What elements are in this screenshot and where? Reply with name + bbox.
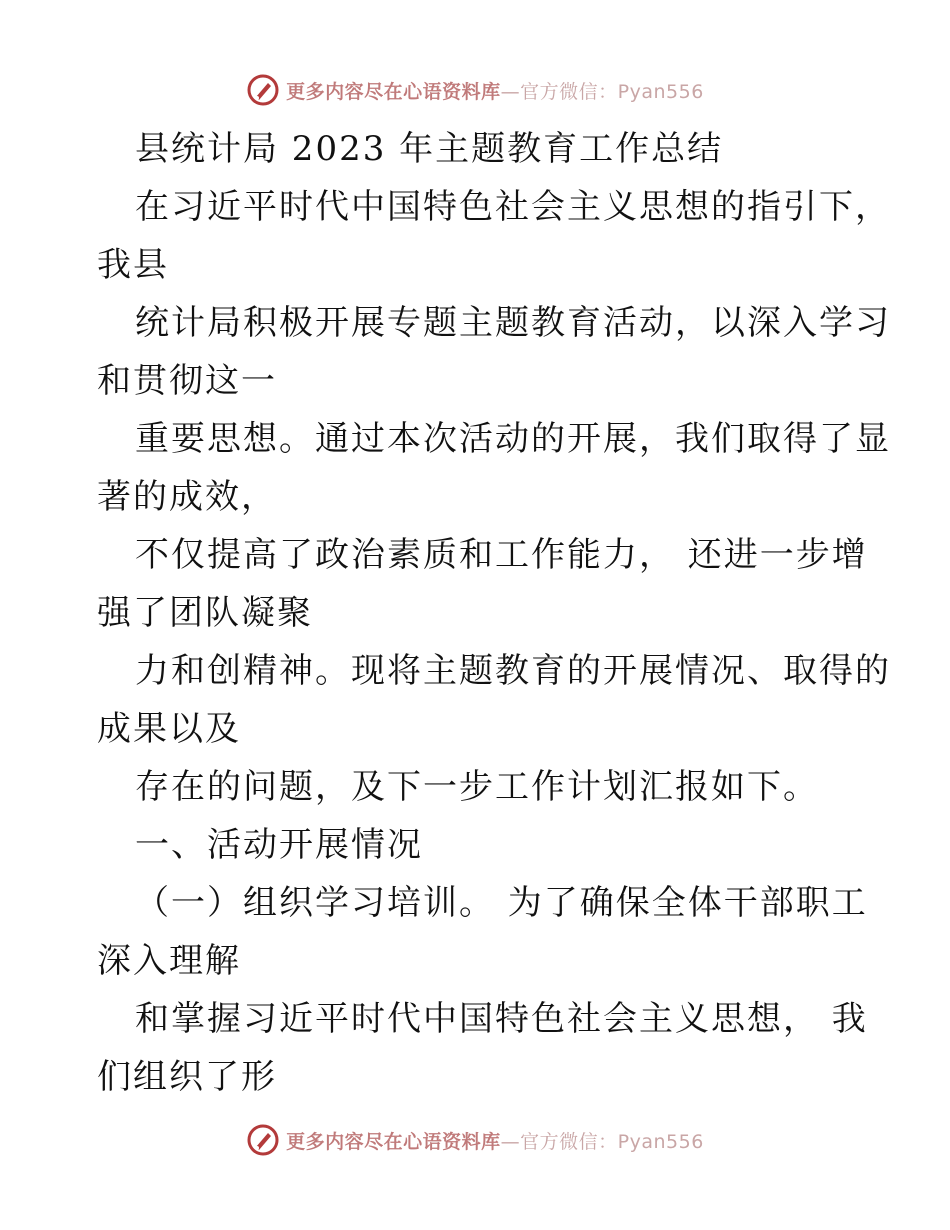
watermark-contact: —官方微信：Pyan556 [500, 1130, 704, 1153]
watermark-brand: 更多内容尽在心语资料库 [286, 1130, 501, 1153]
paragraph-line: 力和创精神。现将主题教育的开展情况、取得的 [135, 651, 891, 691]
footer-watermark [0, 1120, 950, 1160]
paragraph-line: 深入理解 [97, 941, 241, 981]
paragraph-line: 在习近平时代中国特色社会主义思想的指引下， [135, 187, 891, 227]
paragraph-line: 重要思想。通过本次活动的开展，我们取得了显 [135, 419, 891, 459]
watermark-text [286, 77, 704, 104]
section-heading: 一、活动开展情况 [135, 825, 423, 865]
paragraph-line: 们组织了形 [97, 1057, 277, 1097]
paragraph-line: 强了团队凝聚 [97, 593, 313, 633]
watermark-text [286, 1127, 704, 1154]
document-title: 县统计局 2023 年主题教育工作总结 [135, 129, 724, 169]
pen-logo-icon [246, 73, 280, 107]
paragraph-line: 统计局积极开展专题主题教育活动，以深入学习 [135, 303, 891, 343]
watermark-brand: 更多内容尽在心语资料库 [286, 80, 501, 103]
watermark-contact: —官方微信：Pyan556 [500, 80, 704, 103]
paragraph-line: 和贯彻这一 [97, 361, 277, 401]
header-watermark [0, 70, 950, 110]
paragraph-line: 和掌握习近平时代中国特色社会主义思想， 我 [135, 999, 868, 1039]
paragraph-line: 不仅提高了政治素质和工作能力， 还进一步增 [135, 535, 868, 575]
document-body [97, 120, 891, 1106]
paragraph-line: 我县 [97, 245, 169, 285]
subsection-heading-line: （一）组织学习培训。 为了确保全体干部职工 [135, 883, 868, 923]
paragraph-line: 著的成效， [97, 477, 277, 517]
paragraph-line: 存在的问题，及下一步工作计划汇报如下。 [135, 767, 819, 807]
paragraph-line: 成果以及 [97, 709, 241, 749]
pen-logo-icon [246, 1123, 280, 1157]
